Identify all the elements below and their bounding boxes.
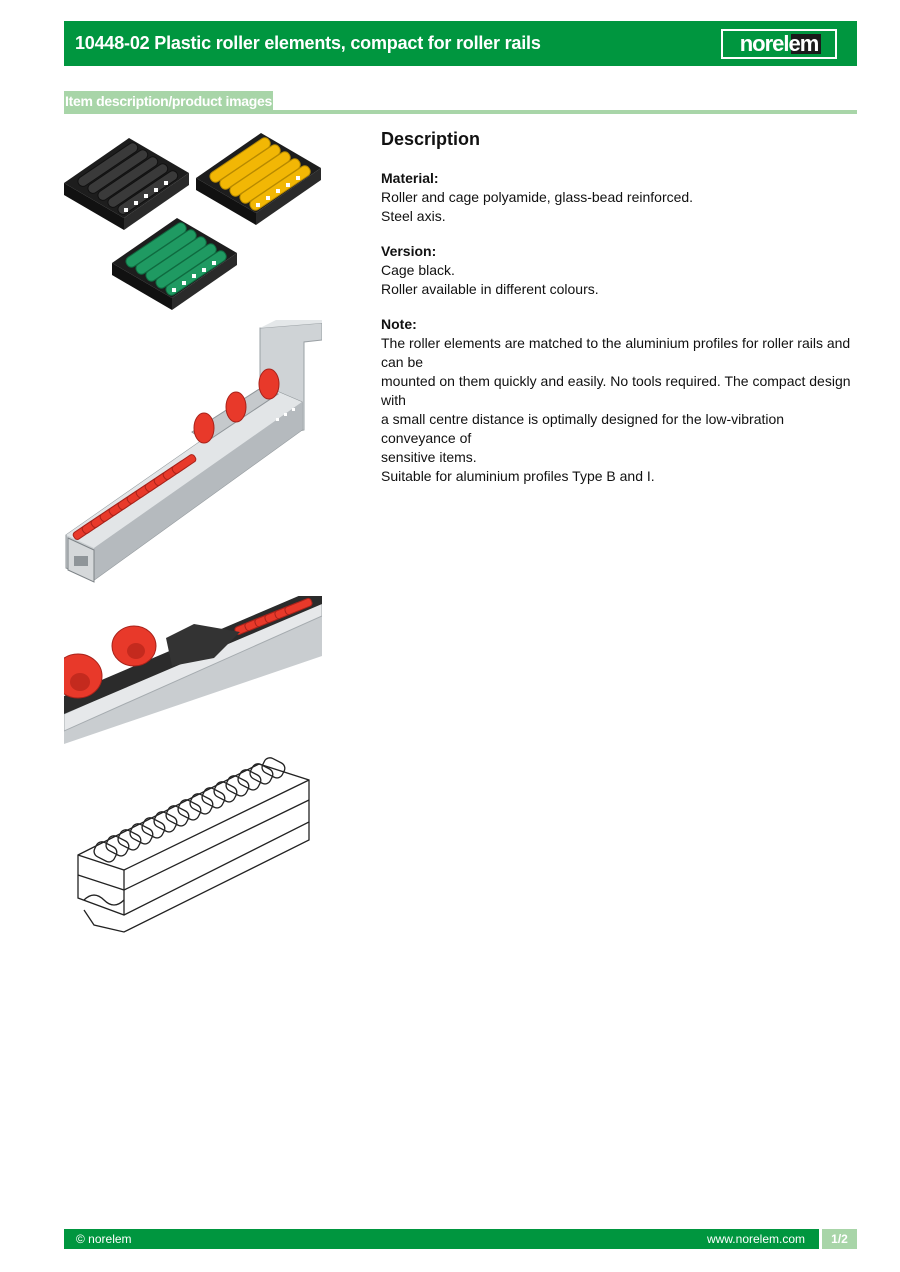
note-section — [381, 315, 857, 486]
note-line: The roller elements are matched to the aluminium profiles for roller rails and can be — [381, 335, 851, 370]
product-image-roller-rail — [64, 320, 322, 592]
page-number: 1/2 — [819, 1229, 857, 1249]
footer-copyright: © norelem — [76, 1232, 132, 1246]
note-line: sensitive items. — [381, 449, 477, 465]
material-line: Roller and cage polyamide, glass-bead reinforced. — [381, 189, 694, 205]
material-heading: Material: — [381, 170, 439, 186]
section-label: Item description/product images — [65, 93, 272, 109]
green-roller-element — [112, 218, 237, 310]
page-footer — [64, 1229, 857, 1249]
footer-url-link[interactable]: www.norelem.com — [706, 1232, 805, 1246]
version-section — [381, 242, 857, 299]
section-header — [64, 91, 857, 115]
note-line: a small centre distance is optimally designed for the low-vibration conveyance of — [381, 411, 785, 446]
product-image-line-drawing — [64, 750, 322, 945]
note-line: mounted on them quickly and easily. No tools required. The compact design with — [381, 373, 851, 408]
norelem-logo: norelem — [721, 29, 837, 59]
product-image-roller-elements — [64, 130, 322, 315]
material-line: Steel axis. — [381, 208, 446, 224]
product-image-rail-closeup — [64, 596, 322, 744]
version-line: Roller available in different colours. — [381, 281, 599, 297]
note-line: Suitable for aluminium profiles Type B and I. — [381, 468, 655, 484]
description-title: Description — [381, 129, 481, 149]
version-heading: Version: — [381, 243, 437, 259]
note-heading: Note: — [381, 316, 417, 332]
yellow-roller-element — [196, 133, 321, 225]
page-title: 10448-02 Plastic roller elements, compact for roller rails — [75, 33, 541, 53]
description-panel — [381, 128, 857, 502]
page-header — [64, 21, 857, 66]
material-section — [381, 169, 857, 226]
black-roller-element — [64, 138, 189, 230]
version-line: Cage black. — [381, 262, 455, 278]
